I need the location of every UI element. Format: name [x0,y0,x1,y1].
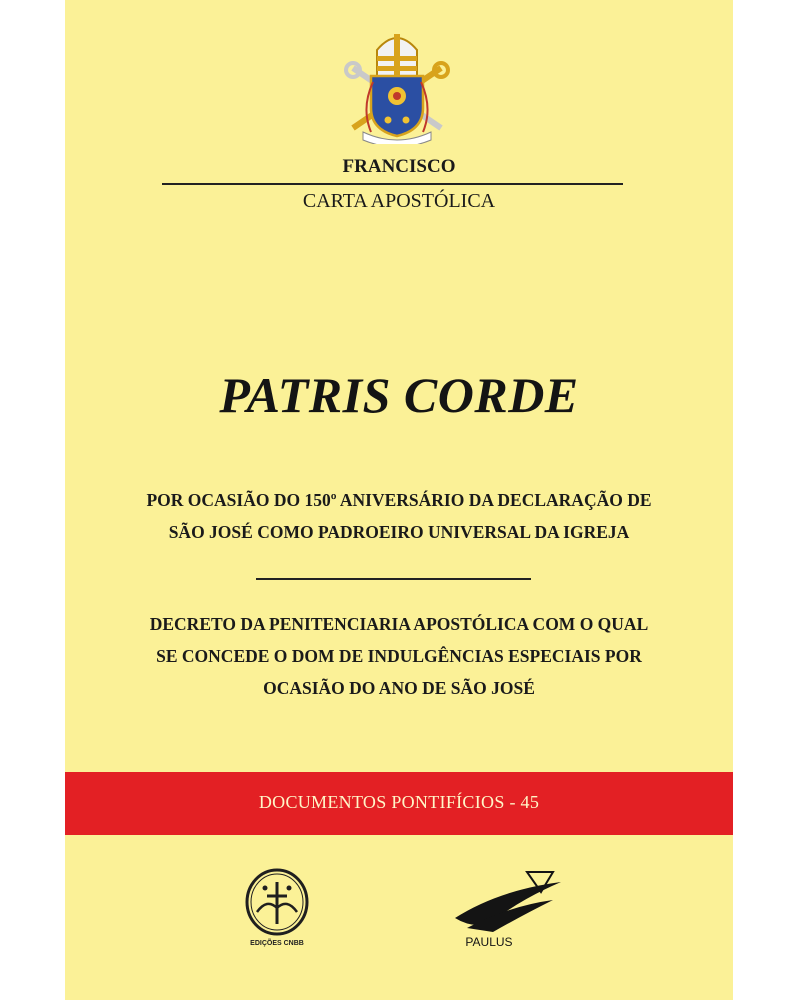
decree-text [85,608,713,704]
document-kind: CARTA APOSTÓLICA [302,190,496,212]
subtitle-line: POR OCASIÃO DO 150º ANIVERSÁRIO DA DECLARAÇÃO DE [146,490,652,510]
decree-line: SE CONCEDE O DOM DE INDULGÊNCIAS ESPECIAIS POR [156,646,642,666]
document-subtitle [85,484,713,548]
decree-line: OCASIÃO DO ANO DE SÃO JOSÉ [263,678,535,698]
papal-coat-of-arms-icon [343,28,451,144]
cnbb-logo-icon [243,868,311,948]
paulus-logo-text: PAULUS [465,935,513,949]
top-divider [162,183,623,185]
series-band [65,772,733,835]
series-label: DOCUMENTOS PONTIFÍCIOS - 45 [258,792,540,812]
middle-divider [256,578,531,580]
cnbb-logo-text: EDIÇÕES CNBB [250,940,304,947]
book-cover [65,0,733,1000]
decree-line: DECRETO DA PENITENCIARIA APOSTÓLICA COM O QUAL [149,614,649,634]
subtitle-line: SÃO JOSÉ COMO PADROEIRO UNIVERSAL DA IGREJA [168,522,630,542]
author-name: FRANCISCO [342,156,456,177]
document-title: PATRIS CORDE [219,367,579,423]
paulus-logo-icon [449,866,569,952]
